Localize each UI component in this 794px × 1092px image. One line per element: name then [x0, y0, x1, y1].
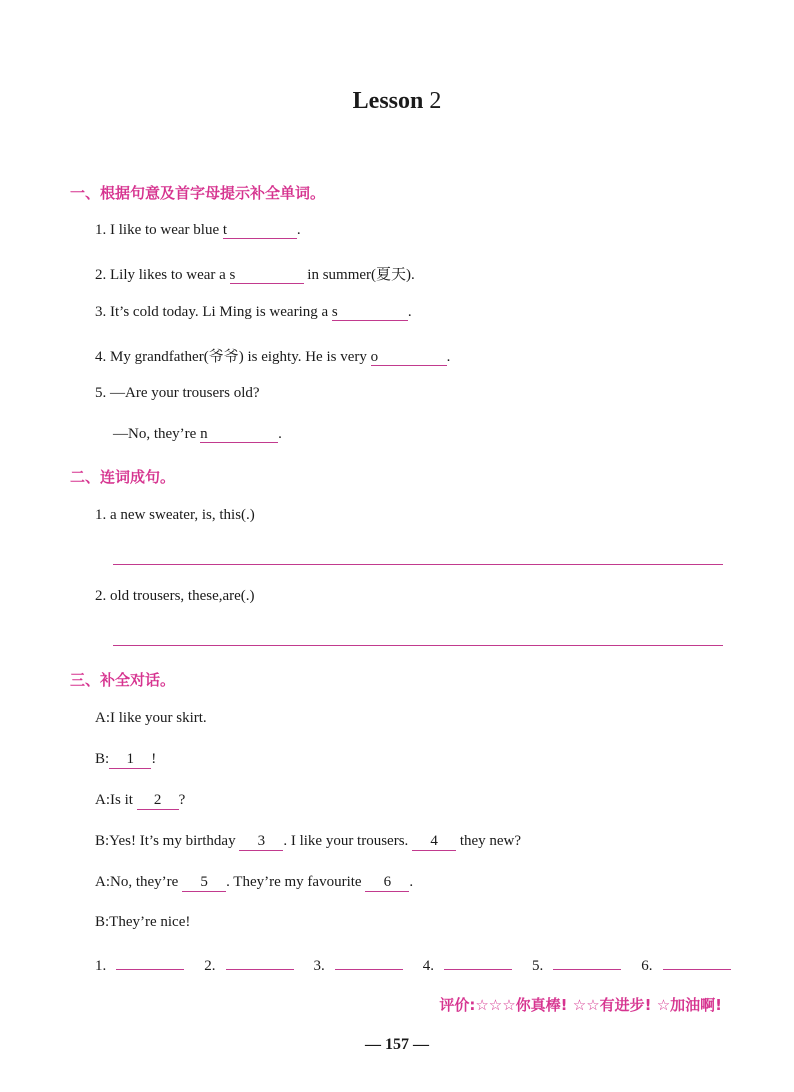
s1-item-3-letter: s: [331, 304, 338, 320]
answer-label-1: 1.: [95, 958, 107, 974]
s1-item-3-blank[interactable]: [332, 305, 408, 321]
dialogue-line-4-text: B:Yes! It’s my birthday: [95, 833, 240, 849]
s1-item-4-post: .: [446, 349, 451, 365]
title-number: 2: [429, 88, 442, 114]
s2-item-2: 2. old trousers, these,are(.): [95, 588, 255, 604]
answer-slot-4[interactable]: [423, 955, 512, 975]
dialogue-line-4: [95, 833, 521, 851]
s1-item-1-post: .: [296, 222, 301, 238]
s2-answer-line-1[interactable]: [113, 564, 723, 565]
dialogue-line-1: A:I like your skirt.: [95, 710, 207, 726]
s2-item-1: 1. a new sweater, is, this(.): [95, 507, 255, 523]
answer-label-4: 4.: [422, 958, 434, 974]
answer-label-3: 3.: [313, 958, 325, 974]
title-word: Lesson: [352, 88, 424, 114]
page-title: [0, 88, 794, 115]
s1-item-5-answer: [113, 426, 282, 443]
dialogue-line-5-mid: . They’re my favourite: [226, 874, 366, 890]
answer-label-5: 5.: [532, 958, 544, 974]
dialogue-line-2-end: !: [151, 751, 157, 767]
dialogue-blank-5[interactable]: 5: [182, 874, 226, 892]
s1-item-1-blank[interactable]: [223, 223, 297, 239]
answer-slot-3[interactable]: [314, 955, 403, 975]
section3-heading: 三、补全对话。: [70, 671, 176, 689]
s1-item-3: [95, 304, 412, 321]
answer-label-2: 2.: [204, 958, 216, 974]
s1-item-4-text: 4. My grandfather(爷爷) is eighty. He is very: [95, 349, 371, 365]
dialogue-line-3-end: ?: [178, 792, 186, 808]
page-number: — 157 —: [365, 1036, 429, 1053]
answer-line-1[interactable]: [116, 955, 184, 970]
s1-item-2-text: 2. Lily likes to wear a: [95, 267, 230, 283]
s1-item-4-blank[interactable]: [371, 350, 447, 366]
s1-item-5-text: 5. —Are your trousers old?: [95, 385, 260, 401]
dialogue-line-2: [95, 751, 156, 769]
s1-item-3-post: .: [407, 304, 412, 320]
s1-item-5: [95, 385, 260, 402]
s1-item-3-text: 3. It’s cold today. Li Ming is wearing a: [95, 304, 332, 320]
s1-item-4-letter: o: [370, 349, 379, 365]
evaluation-text: 评价:☆☆☆你真棒! ☆☆有进步! ☆加油啊!: [439, 996, 722, 1014]
s2-answer-line-2[interactable]: [113, 645, 723, 646]
answer-slot-5[interactable]: [532, 955, 621, 975]
s1-item-2-letter: s: [229, 267, 236, 283]
answer-slot-1[interactable]: [95, 955, 184, 975]
s1-item-5-letter: n: [200, 426, 208, 442]
s1-item-1: [95, 222, 301, 239]
dialogue-line-3-text: A:Is it: [95, 792, 137, 808]
dialogue-blank-6[interactable]: 6: [365, 874, 409, 892]
answer-line-4[interactable]: [444, 955, 512, 970]
s1-item-2-blank[interactable]: [230, 268, 304, 284]
dialogue-blank-2[interactable]: 2: [137, 792, 179, 810]
dialogue-line-4-mid: . I like your trousers.: [283, 833, 413, 849]
answer-row: [95, 955, 731, 975]
s1-item-1-text: 1. I like to wear blue: [95, 222, 223, 238]
answer-label-6: 6.: [641, 958, 653, 974]
dialogue-line-4-end: they new?: [456, 833, 522, 849]
answer-slot-2[interactable]: [204, 955, 293, 975]
section1-heading: 一、根据句意及首字母提示补全单词。: [70, 184, 326, 202]
dialogue-line-3: [95, 792, 185, 810]
dialogue-line-5: [95, 874, 413, 892]
answer-line-3[interactable]: [335, 955, 403, 970]
answer-line-6[interactable]: [663, 955, 731, 970]
dialogue-line-2-speaker: B:: [95, 751, 110, 767]
s1-item-4: [95, 345, 450, 366]
dialogue-line-6: B:They’re nice!: [95, 914, 191, 930]
s1-item-1-letter: t: [222, 222, 228, 238]
s1-item-2: [95, 263, 415, 284]
answer-line-5[interactable]: [553, 955, 621, 970]
dialogue-blank-1[interactable]: 1: [109, 751, 151, 769]
s1-item-5-answer-text: —No, they’re: [113, 426, 201, 442]
dialogue-blank-3[interactable]: 3: [239, 833, 283, 851]
dialogue-line-5-end: .: [409, 874, 414, 890]
section2-heading: 二、连词成句。: [70, 468, 176, 486]
s1-item-5-post: .: [278, 426, 282, 442]
dialogue-blank-4[interactable]: 4: [412, 833, 456, 851]
s1-item-2-post: in summer(夏天).: [303, 267, 415, 283]
dialogue-line-5-text: A:No, they’re: [95, 874, 183, 890]
s1-item-5-blank[interactable]: [200, 427, 278, 443]
answer-line-2[interactable]: [226, 955, 294, 970]
answer-slot-6[interactable]: [641, 955, 730, 975]
